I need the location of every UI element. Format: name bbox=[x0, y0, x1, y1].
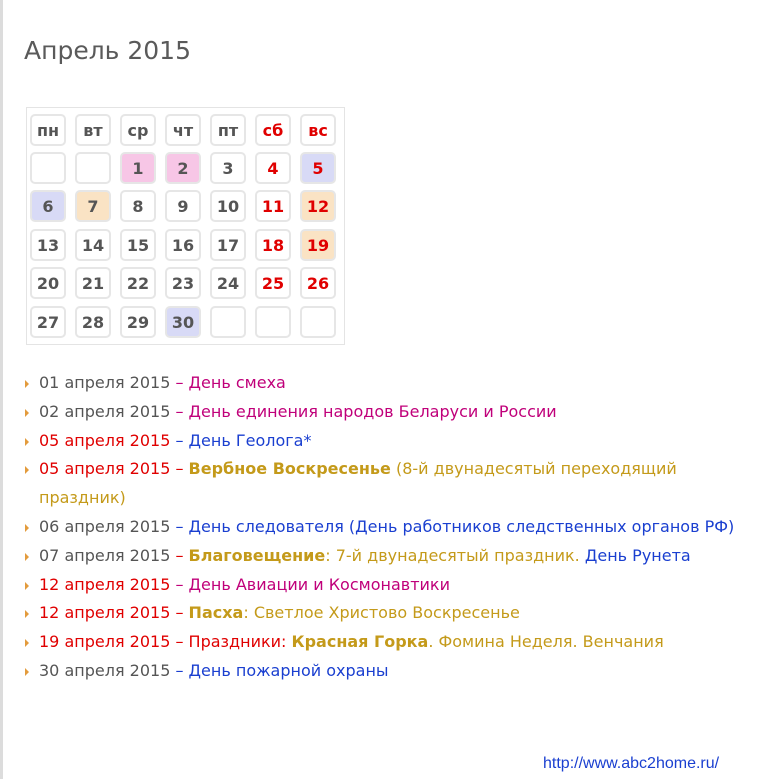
calendar-day[interactable]: 30 bbox=[165, 306, 201, 338]
calendar-day[interactable]: 18 bbox=[255, 229, 291, 261]
weekday-header: вт bbox=[75, 114, 111, 146]
events-list bbox=[22, 369, 762, 686]
calendar-empty-cell bbox=[255, 306, 291, 338]
event-text-segment: – bbox=[175, 603, 189, 623]
page-title: Апрель 2015 bbox=[24, 36, 191, 65]
weekday-header: чт bbox=[165, 114, 201, 146]
event-text-segment: – Праздники: bbox=[175, 632, 292, 652]
event-item bbox=[22, 455, 762, 513]
event-text-segment: День Рунета bbox=[584, 545, 691, 565]
event-item bbox=[22, 571, 762, 600]
bullet-arrow-icon bbox=[25, 380, 29, 388]
calendar-day[interactable]: 29 bbox=[120, 306, 156, 338]
calendar-day[interactable]: 15 bbox=[120, 229, 156, 261]
calendar-day[interactable]: 8 bbox=[120, 190, 156, 222]
event-text-segment: – День Авиации и Космонавтики bbox=[175, 574, 450, 594]
event-text-segment: 06 апреля 2015 bbox=[39, 516, 176, 536]
event-item bbox=[22, 657, 762, 686]
event-text-segment: – День единения народов Беларуси и России bbox=[175, 401, 557, 421]
event-text-segment: – День пожарной охраны bbox=[175, 660, 389, 680]
bullet-arrow-icon bbox=[25, 524, 29, 532]
event-text-segment: : Светлое Христово Воскресенье bbox=[243, 603, 520, 623]
event-text-segment: 12 апреля 2015 bbox=[39, 603, 176, 623]
event-text-segment: – bbox=[175, 459, 189, 479]
event-text-segment: 05 апреля 2015 bbox=[39, 430, 176, 450]
left-border bbox=[0, 0, 3, 779]
event-text-segment: Благовещение bbox=[188, 545, 326, 565]
calendar-day[interactable]: 19 bbox=[300, 229, 336, 261]
calendar-day[interactable]: 3 bbox=[210, 152, 246, 184]
calendar-day[interactable]: 24 bbox=[210, 267, 246, 299]
calendar-day[interactable]: 11 bbox=[255, 190, 291, 222]
event-text-segment: (8-й двунадесятый переходящий праздник) bbox=[39, 459, 677, 508]
calendar-day[interactable]: 27 bbox=[30, 306, 66, 338]
calendar-day[interactable]: 13 bbox=[30, 229, 66, 261]
event-text-segment: 02 апреля 2015 bbox=[39, 401, 176, 421]
event-item bbox=[22, 369, 762, 398]
calendar-day[interactable]: 2 bbox=[165, 152, 201, 184]
calendar-day[interactable]: 14 bbox=[75, 229, 111, 261]
site-url-link[interactable]: http://www.abc2home.ru/ bbox=[543, 755, 720, 772]
calendar-day[interactable]: 5 bbox=[300, 152, 336, 184]
event-text-segment: 19 апреля 2015 bbox=[39, 632, 176, 652]
event-text-segment: Красная Горка bbox=[291, 632, 429, 652]
weekday-header: ср bbox=[120, 114, 156, 146]
calendar-day[interactable]: 10 bbox=[210, 190, 246, 222]
event-text-segment: : 7-й двунадесятый праздник. bbox=[325, 545, 585, 565]
event-text-segment: 12 апреля 2015 bbox=[39, 574, 176, 594]
calendar-day[interactable]: 25 bbox=[255, 267, 291, 299]
weekday-header: пн bbox=[30, 114, 66, 146]
calendar-empty-cell bbox=[30, 152, 66, 184]
calendar-empty-cell bbox=[210, 306, 246, 338]
bullet-arrow-icon bbox=[25, 668, 29, 676]
event-item bbox=[22, 599, 762, 628]
bullet-arrow-icon bbox=[25, 409, 29, 417]
weekday-header: сб bbox=[255, 114, 291, 146]
calendar-day[interactable]: 20 bbox=[30, 267, 66, 299]
event-text-segment: 07 апреля 2015 bbox=[39, 545, 176, 565]
event-item bbox=[22, 628, 762, 657]
event-text-segment: 01 апреля 2015 bbox=[39, 373, 176, 392]
event-text-segment: . Фомина Неделя. Венчания bbox=[428, 632, 664, 652]
calendar-empty-cell bbox=[300, 306, 336, 338]
event-item bbox=[22, 427, 762, 456]
bullet-arrow-icon bbox=[25, 438, 29, 446]
calendar-day[interactable]: 26 bbox=[300, 267, 336, 299]
bullet-arrow-icon bbox=[25, 639, 29, 647]
event-item bbox=[22, 542, 762, 571]
calendar-empty-cell bbox=[75, 152, 111, 184]
bullet-arrow-icon bbox=[25, 610, 29, 618]
weekday-header: пт bbox=[210, 114, 246, 146]
bullet-arrow-icon bbox=[25, 466, 29, 474]
calendar-grid bbox=[26, 107, 345, 345]
event-text-segment: Пасха bbox=[188, 603, 244, 623]
calendar-day[interactable]: 22 bbox=[120, 267, 156, 299]
event-item bbox=[22, 398, 762, 427]
calendar-day[interactable]: 23 bbox=[165, 267, 201, 299]
event-text-segment: 05 апреля 2015 bbox=[39, 459, 176, 479]
calendar-day[interactable]: 16 bbox=[165, 229, 201, 261]
event-text-segment: – День следователя (День работников следственных органов РФ) bbox=[175, 516, 735, 536]
event-item bbox=[22, 513, 762, 542]
calendar-day[interactable]: 28 bbox=[75, 306, 111, 338]
event-text-segment: – День смеха bbox=[175, 373, 286, 392]
calendar-day[interactable]: 17 bbox=[210, 229, 246, 261]
bullet-arrow-icon bbox=[25, 553, 29, 561]
calendar-day[interactable]: 21 bbox=[75, 267, 111, 299]
calendar-day[interactable]: 1 bbox=[120, 152, 156, 184]
event-text-segment: – bbox=[175, 545, 189, 565]
event-text-segment: – День Геолога* bbox=[175, 430, 312, 450]
event-text-segment: Вербное Воскресенье bbox=[188, 459, 391, 479]
calendar-day[interactable]: 4 bbox=[255, 152, 291, 184]
weekday-header: вс bbox=[300, 114, 336, 146]
calendar-day[interactable]: 9 bbox=[165, 190, 201, 222]
calendar-day[interactable]: 12 bbox=[300, 190, 336, 222]
calendar-day[interactable]: 7 bbox=[75, 190, 111, 222]
calendar-day[interactable]: 6 bbox=[30, 190, 66, 222]
event-text-segment: 30 апреля 2015 bbox=[39, 660, 176, 680]
bullet-arrow-icon bbox=[25, 582, 29, 590]
